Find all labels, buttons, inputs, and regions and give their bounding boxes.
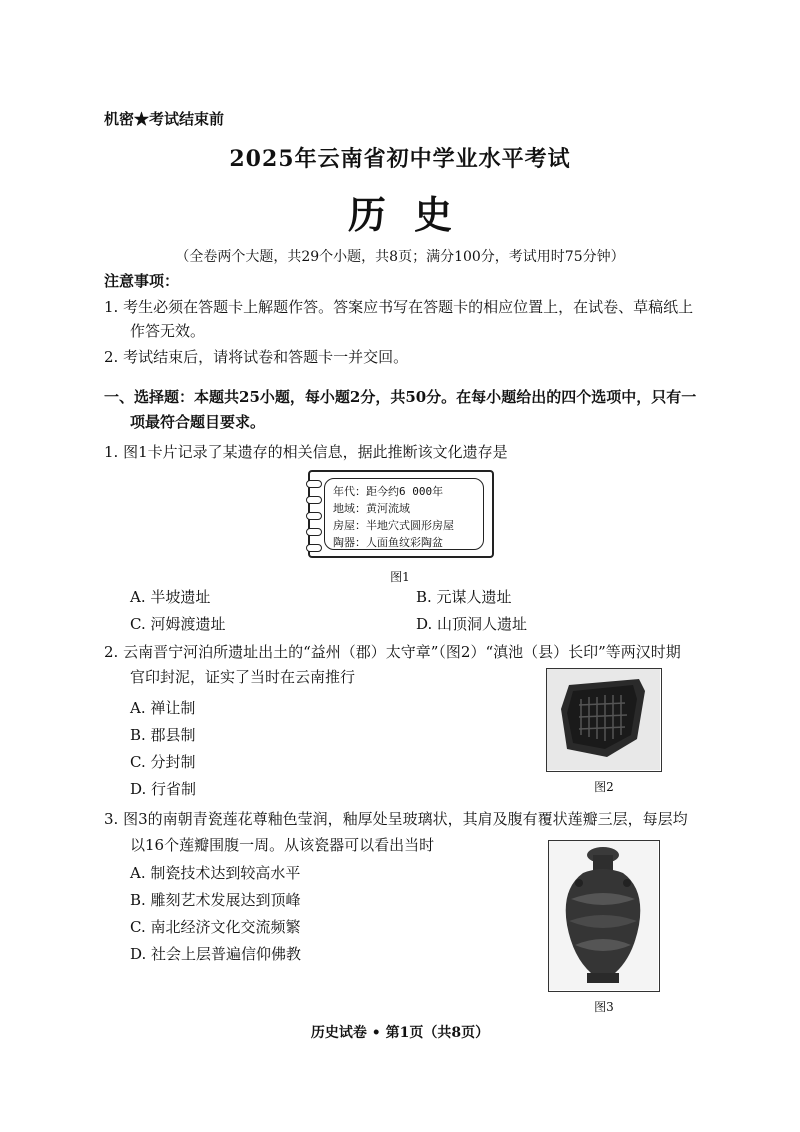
q2-option-a: A. 禅让制 <box>130 699 196 717</box>
q1-option-b: B. 元谋人遗址 <box>416 588 512 606</box>
confidential-label: 机密★考试结束前 <box>104 110 225 128</box>
q2-option-d: D. 行省制 <box>130 780 197 798</box>
notice-item-1-cont: 作答无效。 <box>130 322 206 340</box>
card-content <box>324 478 484 550</box>
card-line: 地域：黄河流域 <box>333 502 410 515</box>
card-line: 房屋：半地穴式圆形房屋 <box>333 519 454 532</box>
binder-ring-icon <box>306 512 322 520</box>
figure-1-card <box>308 470 494 558</box>
card-line: 陶器：人面鱼纹彩陶盆 <box>333 536 443 549</box>
q1-stem: 1. 图1卡片记录了某遗存的相关信息，据此推断该文化遗存是 <box>104 443 508 461</box>
binder-ring-icon <box>306 496 322 504</box>
binder-ring-icon <box>306 480 322 488</box>
figure-2-image <box>546 668 662 772</box>
q3-stem-cont: 以16个莲瓣围腹一周。从该瓷器可以看出当时 <box>130 836 435 854</box>
q1-option-d: D. 山顶洞人遗址 <box>416 615 528 633</box>
q3-stem: 3. 图3的南朝青瓷莲花尊釉色莹润，釉厚处呈玻璃状，其肩及腹有覆状莲瓣三层，每层均 <box>104 810 688 828</box>
figure-1-caption: 图1 <box>390 570 410 584</box>
q2-option-b: B. 郡县制 <box>130 726 196 744</box>
q2-stem-cont: 官印封泥，证实了当时在云南推行 <box>130 668 356 686</box>
section-heading: 一、选择题：本题共25小题，每小题2分，共50分。在每小题给出的四个选项中，只有一 <box>104 388 697 406</box>
binder-ring-icon <box>306 544 322 552</box>
q3-option-a: A. 制瓷技术达到较高水平 <box>130 864 301 882</box>
figure-2-caption: 图2 <box>594 780 614 794</box>
notice-item-1: 1. 考生必须在答题卡上解题作答。答案应书写在答题卡的相应位置上，在试卷、草稿纸上 <box>104 298 694 316</box>
q1-option-c: C. 河姆渡遗址 <box>130 615 226 633</box>
exam-note: （全卷两个大题，共29个小题，共8页；满分100分，考试用时75分钟） <box>175 249 625 265</box>
exam-title: 2025年云南省初中学业水平考试 <box>229 146 571 172</box>
notice-item-2: 2. 考试结束后，请将试卷和答题卡一并交回。 <box>104 348 409 366</box>
figure-3-image <box>548 840 660 992</box>
q2-option-c: C. 分封制 <box>130 753 196 771</box>
notice-heading: 注意事项： <box>104 272 180 290</box>
q2-stem: 2. 云南晋宁河泊所遗址出土的“益州（郡）太守章”（图2）“滇池（县）长印”等两汉时期 <box>104 643 681 661</box>
binder-ring-icon <box>306 528 322 536</box>
section-heading-cont: 项最符合题目要求。 <box>130 413 266 431</box>
figure-3-caption: 图3 <box>594 1000 614 1014</box>
card-line: 年代：距今约6 000年 <box>333 485 444 498</box>
q3-option-b: B. 雕刻艺术发展达到顶峰 <box>130 891 301 909</box>
subject-title: 历史 <box>347 192 480 237</box>
q3-option-d: D. 社会上层普遍信仰佛教 <box>130 945 302 963</box>
page-footer: 历史试卷 • 第1页（共8页） <box>310 1025 490 1041</box>
q1-option-a: A. 半坡遗址 <box>130 588 211 606</box>
q3-option-c: C. 南北经济文化交流频繁 <box>130 918 301 936</box>
